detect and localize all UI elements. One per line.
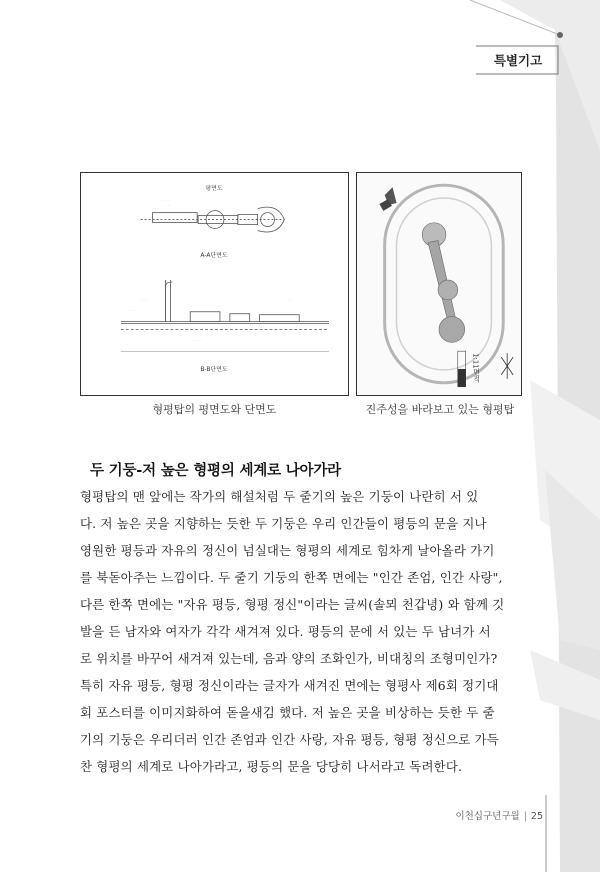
- aa-section-view: [121, 280, 329, 330]
- plan-title: 평면도: [205, 184, 223, 192]
- deco-dot: [557, 32, 563, 38]
- caption-plan-section: 형평탑의 평면도와 단면도: [152, 403, 277, 416]
- body-line: 찬 형평의 세계로 나아가라고, 평등의 문을 당당히 나서라고 독려한다.: [80, 759, 463, 774]
- footer-separator: |: [523, 811, 527, 822]
- svg-text:· · · · ·: · · · · ·: [125, 308, 135, 313]
- svg-text:· · · · · · ·: · · · · · · ·: [190, 338, 203, 343]
- caption-aerial-view: 진주성을 바라보고 있는 형평탑: [365, 403, 515, 416]
- svg-text:· · · · ·: · · · · ·: [160, 203, 169, 208]
- body-line: 영원한 평등과 자유의 정신이 넘실대는 형평의 세계로 힘차게 날아올라 가기: [80, 543, 495, 558]
- body-line: 발을 든 남자와 여자가 각각 새겨져 있다. 평등의 문에 서 있는 두 남녀가 서: [80, 624, 491, 639]
- body-line: 로 위치를 바꾸어 새겨져 있는데, 음과 양의 조화인가, 비대칭의 조형미인가?: [80, 651, 498, 666]
- body-line: 를 북돋아주는 느낌이다. 두 줄기 기둥의 한쪽 면에는 "인간 존엄, 인간 사랑",: [80, 570, 503, 585]
- aa-section-title: A-A단면도: [200, 252, 228, 260]
- body-line: 다른 한쪽 면에는 "자유 평등, 형평 정신"이라는 글씨(솔뫼 천갑녕) 와 함께 깃: [80, 597, 505, 612]
- body-line: 기의 기둥은 우리더러 인간 존엄과 인간 사랑, 자유 평등, 형평 정신으로 가득: [80, 732, 499, 747]
- scale-label: 1:11면적: [471, 353, 480, 383]
- figure-plan-section: [80, 172, 349, 396]
- plan-section-drawing: [81, 173, 348, 395]
- bb-section-title: B-B단면도: [200, 366, 228, 374]
- page-footer: [380, 808, 543, 822]
- body-line: 특히 자유 평등, 형평 정신이라는 글자가 새겨진 면에는 형평사 제6회 정기대: [80, 678, 499, 693]
- svg-text:· · · · · ·: · · · · · ·: [160, 197, 171, 202]
- svg-text:· · · ·: · · · ·: [140, 296, 148, 301]
- article-heading: 두 기둥-저 높은 형평의 세계로 나아가라: [90, 463, 341, 479]
- section-tag: 특별기고: [493, 53, 543, 68]
- plan-view: [141, 207, 285, 232]
- article-body: [80, 483, 540, 780]
- publication-name: 이천십구년구월: [455, 811, 520, 822]
- body-line: 형평탑의 맨 앞에는 작가의 해설처럼 두 줄기의 높은 기둥이 나란히 서 있: [80, 489, 479, 504]
- figure-aerial-view: [356, 172, 522, 396]
- aerial-view-drawing: [357, 173, 521, 395]
- svg-text:· · · ·: · · · ·: [284, 296, 291, 301]
- body-line: 다. 저 높은 곳을 지향하는 듯한 두 기둥은 우리 인간들이 평등의 문을 지나: [80, 516, 487, 531]
- body-line: 회 포스터를 이미지화하여 돋을새김 했다. 저 높은 곳을 비상하는 듯한 두 줄: [80, 705, 495, 720]
- page-number: 25: [530, 811, 543, 822]
